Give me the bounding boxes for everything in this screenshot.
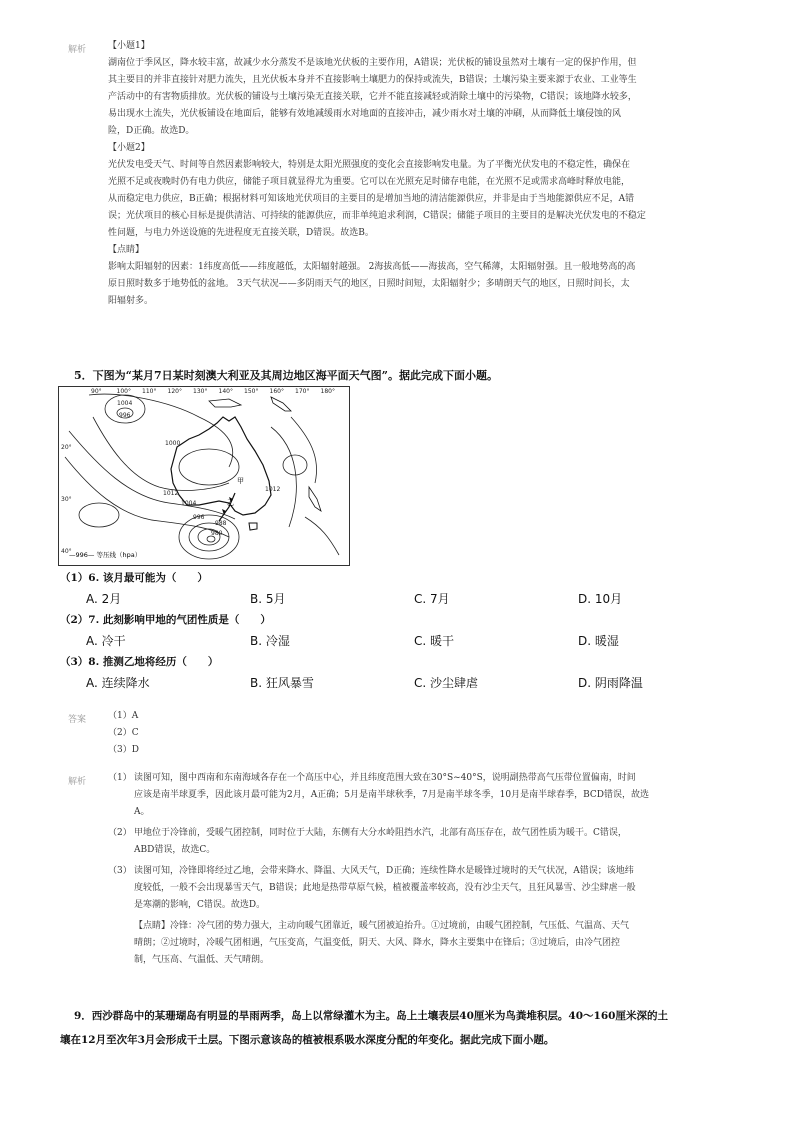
analysis-line: 甲地位于冷锋前，受暖气团控制，同时位于大陆，东侧有大分水岭阻挡水汽，北部有高压存在，故气团性质为暖干。C错误，	[134, 828, 627, 838]
analysis-line: 【点睛】	[108, 245, 145, 255]
isobar-label: 996	[119, 412, 131, 419]
option[interactable]: D. 阴雨降温	[578, 676, 643, 690]
longitude-label: 150°	[244, 388, 259, 395]
analysis-item	[108, 770, 768, 821]
analysis-body	[134, 770, 649, 821]
analysis-line: ABD错误，故选C。	[134, 845, 216, 855]
option[interactable]: B. 冷湿	[250, 634, 290, 648]
latitude-label: 30°	[61, 496, 72, 503]
answer-item: （2）C	[108, 728, 139, 738]
analysis-line: 湖南位于季风区，降水较丰富，故减少水分蒸发不是该地光伏板的主要作用，A错误；光伏板的铺设虽然对土壤有一定的保护作用，但	[108, 58, 637, 68]
answer-item: （1）A	[108, 711, 139, 721]
place-label-jia: 甲	[237, 477, 244, 485]
option[interactable]: C. 沙尘肆虐	[414, 676, 479, 690]
analysis-line: 是寒潮的影响，C错误。故选D。	[134, 900, 266, 910]
analysis-line: 【小题1】	[108, 41, 150, 51]
analysis-line: 性问题，与电力外送设施的先进程度无直接关联，D错误。故选B。	[108, 228, 374, 238]
question-9-stem	[60, 1004, 760, 1052]
analysis-line: 应该是南半球夏季，因此该月最可能为2月，A正确；5月是南半球秋季，7月是南半球冬季，10月是南半球春季，BCD错误，故选	[134, 790, 650, 800]
latitude-label: 40°	[61, 548, 72, 555]
place-label-yi: 乙	[227, 499, 234, 507]
longitude-label: 100°	[116, 388, 131, 395]
analysis-line: 误；光伏项目的核心目标是提供清洁、可持续的能源供应，而非单纯追求利润，C错误；储能子项目的主要目的是解决光伏发电的不稳定	[108, 211, 646, 221]
weather-map	[58, 386, 350, 566]
analysis-line: 读图可知，图中西南和东南海域各存在一个高压中心，并且纬度范围大致在30°S~40°S，说明副热带高气压带位置偏南，时间	[134, 773, 636, 783]
analysis-number: （3）	[108, 866, 132, 876]
option[interactable]: D. 10月	[578, 592, 623, 606]
longitude-label: 120°	[167, 388, 182, 395]
tip-line: 晴朗；②过境时，冷暖气团相遇，气压变高，气温变低，阴天、大风、降水，降水主要集中在锋后；③过境后，由冷气团控	[134, 938, 621, 948]
question-9-line: 9．西沙群岛中的某珊瑚岛有明显的旱雨两季，岛上以常绿灌木为主。岛上土壤表层40厘米为鸟粪堆积层。40～160厘米深的土	[74, 1010, 668, 1022]
analysis-item	[108, 863, 768, 914]
latitude-label: 20°	[61, 444, 72, 451]
analysis-block-q5	[108, 770, 768, 969]
longitude-label: 130°	[193, 388, 208, 395]
analysis-body	[134, 863, 636, 914]
option[interactable]: C. 暖干	[414, 634, 455, 648]
analysis-line: 原日照时数多于地势低的盆地。 3天气状况——多阴雨天气的地区，日照时间短，太阳辐射少；多晴朗天气的地区，日照时间长，太	[108, 279, 630, 289]
analysis-block-1	[108, 38, 758, 310]
isobar-label: 980	[211, 530, 223, 537]
option[interactable]: A. 连续降水	[86, 676, 150, 690]
analysis-line: 【小题2】	[108, 143, 150, 153]
longitude-label: 170°	[295, 388, 310, 395]
analysis-line: 从而稳定电力供应，B正确；根据材料可知该地光伏项目的主要目的是增加当地的清洁能源供应，并非是由于当地能源供应不足，A错	[108, 194, 635, 204]
analysis-line: 度较低，一般不会出现暴雪天气，B错误；此地是热带草原气候，植被覆盖率较高，没有沙尘天气，且狂风暴雪、沙尘肆虐一般	[134, 883, 636, 893]
analysis-line: 易出现水土流失，光伏板铺设在地面后，能够有效地减缓雨水对地面的直接冲击，减少雨水对土壤的冲刷，从而降低土壤侵蚀的风	[108, 109, 622, 119]
longitude-label: 110°	[142, 388, 157, 395]
option[interactable]: A. 冷干	[86, 634, 126, 648]
longitude-label: 180°	[320, 388, 335, 395]
tip-line: 制，气压高、气温低、天气晴朗。	[134, 955, 270, 965]
question-9-line: 壤在12月至次年3月会形成干土层。下图示意该岛的植被根系吸水深度分配的年变化。据此完成下面小题。	[60, 1034, 555, 1046]
answer-item: （3）D	[108, 745, 139, 755]
isobar-label: 988	[215, 520, 227, 527]
tip-block	[134, 918, 768, 969]
isobar-label: 1012	[163, 490, 179, 497]
analysis-tag: 解析	[68, 45, 87, 55]
analysis-tag-q5: 解析	[68, 777, 87, 787]
option[interactable]: B. 5月	[250, 592, 286, 606]
analysis-number: （1）	[108, 773, 132, 783]
analysis-line: 影响太阳辐射的因素：1纬度高低——纬度越低，太阳辐射越强。 2海拔高低——海拔高，空气稀薄，太阳辐射强。且一般地势高的高	[108, 262, 636, 272]
analysis-line: 光伏发电受天气、时间等自然因素影响较大，特别是太阳光照强度的变化会直接影响发电量。为了平衡光伏发电的不稳定性，确保在	[108, 160, 631, 170]
sub-question-stem: （2）7. 此刻影响甲地的气团性质是（ ）	[60, 614, 271, 626]
longitude-label: 140°	[218, 388, 233, 395]
sub-question-stem: （3）8. 推测乙地将经历（ ）	[60, 656, 219, 668]
analysis-item	[108, 825, 768, 859]
isobar-label: 1004	[117, 400, 133, 407]
option[interactable]: C. 7月	[414, 592, 450, 606]
isobar-label: 1000	[165, 440, 181, 447]
analysis-line: A。	[134, 807, 150, 817]
analysis-line: 阳辐射多。	[108, 296, 154, 306]
isobar-label: 996	[193, 514, 205, 521]
option[interactable]: D. 暖湿	[578, 634, 619, 648]
option[interactable]: B. 狂风暴雪	[250, 676, 314, 690]
analysis-line: 其主要目的并非直接针对肥力流失，且光伏板本身并不直接影响土壤肥力的保持或流失，B错误；土壤污染主要来源于农业、工业等生	[108, 75, 637, 85]
analysis-line: 产活动中的有害物质排放。光伏板的铺设与土壤污染无直接关联，它并不能直接减轻或消除土壤中的污染物，C错误；该地降水较多，	[108, 92, 637, 102]
answer-tag: 答案	[68, 715, 87, 725]
isobar-label: 1012	[265, 486, 281, 493]
tip-line: 【点睛】冷锋：冷气团的势力强大，主动向暖气团靠近，暖气团被迫抬升。①过境前，由暖气团控制，气压低、气温高、天气	[134, 921, 630, 931]
analysis-line: 光照不足或夜晚时仍有电力供应，储能子项目就显得尤为重要。它可以在光照充足时储存电能，在光照不足或需求高峰时释放电能，	[108, 177, 631, 187]
option[interactable]: A. 2月	[86, 592, 122, 606]
answer-list	[108, 708, 139, 759]
weather-map-svg	[59, 387, 349, 565]
analysis-body	[134, 825, 627, 859]
analysis-number: （2）	[108, 828, 132, 838]
question-5-stem: 5．下图为“某月7日某时刻澳大利亚及其周边地区海平面天气图”。据此完成下面小题。	[74, 369, 498, 382]
isobar-label: 1004	[181, 500, 197, 507]
analysis-line: 险，D正确。故选D。	[108, 126, 195, 136]
map-legend: —996— 等压线（hpa）	[69, 551, 142, 559]
sub-question-stem: （1）6. 该月最可能为（ ）	[60, 572, 208, 584]
analysis-line: 读图可知，冷锋即将经过乙地，会带来降水、降温、大风天气，D正确；连续性降水是暖锋过境时的天气状况，A错误；该地纬	[134, 866, 634, 876]
longitude-label: 90°	[91, 388, 102, 395]
longitude-label: 160°	[269, 388, 284, 395]
